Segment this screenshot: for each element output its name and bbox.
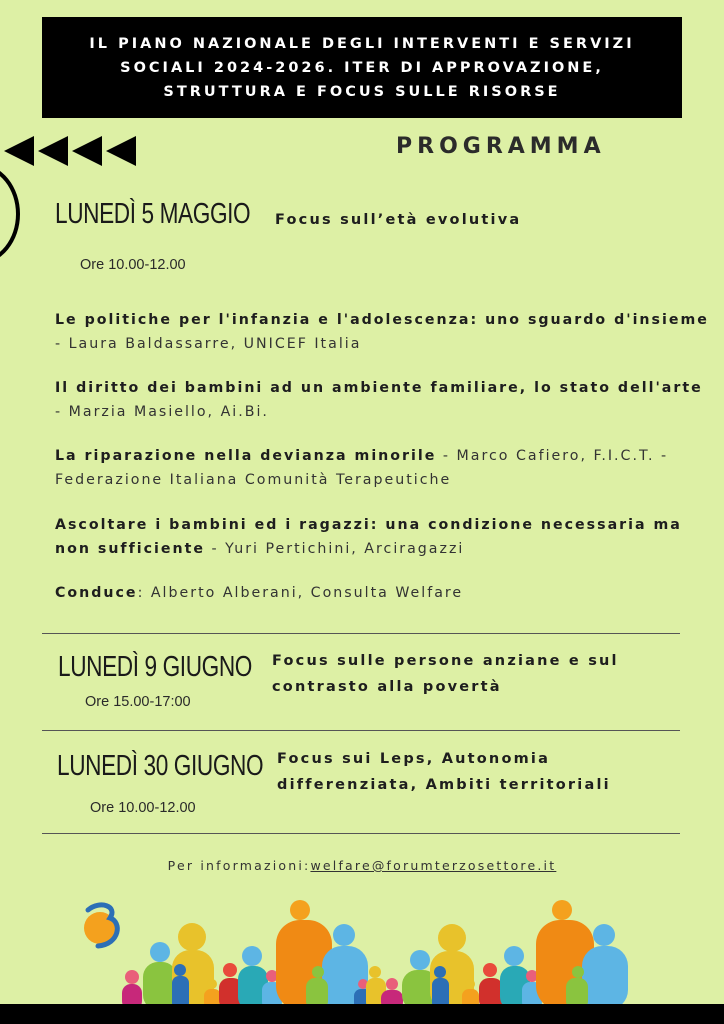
day1-date: LUNEDÌ 5 MAGGIO: [55, 198, 251, 230]
divider: [42, 633, 680, 634]
day3-hours: Ore 10.00-12.00: [90, 800, 196, 816]
talk-item: [55, 308, 715, 356]
day3-date: LUNEDÌ 30 GIUGNO: [57, 750, 264, 782]
talk-title: La riparazione nella devianza minorile: [55, 448, 437, 464]
decorative-circle: [0, 164, 20, 264]
people-illustration-icon: [0, 880, 724, 1010]
info-email-link[interactable]: welfare@forumterzosettore.it: [310, 858, 557, 873]
conduce-line: [55, 581, 715, 605]
talk-item: [55, 513, 715, 561]
talk-speaker: - Laura Baldassarre, UNICEF Italia: [55, 336, 362, 352]
footer-bar: [0, 1004, 724, 1024]
info-line: [0, 858, 724, 873]
header-banner: [42, 17, 682, 118]
day3-focus: Focus sui Leps, Autonomia differenziata, Ambiti territoriali: [277, 751, 611, 793]
talk-speaker: - Marco Cafiero, F.I.C.T. - Federazione Italiana Comunità Terapeutiche: [55, 448, 669, 488]
info-label: Per informazioni:: [167, 858, 311, 873]
conduce-value: : Alberto Alberani, Consulta Welfare: [137, 585, 464, 601]
talk-speaker: - Yuri Pertichini, Arciragazzi: [205, 541, 465, 557]
talk-title: Ascoltare i bambini ed i ragazzi: una condizione necessaria ma non sufficiente: [55, 517, 682, 557]
talk-speaker: - Marzia Masiello, Ai.Bi.: [55, 404, 269, 420]
day1-hours: Ore 10.00-12.00: [80, 257, 186, 273]
arrow-left-icon: [4, 134, 140, 168]
talk-title: Il diritto dei bambini ad un ambiente familiare, lo stato dell'arte: [55, 380, 703, 396]
day1-focus: Focus sull’età evolutiva: [275, 212, 522, 228]
talk-title: Le politiche per l'infanzia e l'adolescenza: uno sguardo d'insieme: [55, 312, 709, 328]
day2-date: LUNEDÌ 9 GIUGNO: [58, 651, 253, 683]
talk-item: [55, 376, 715, 424]
header-title: IL PIANO NAZIONALE DEGLI INTERVENTI E SERVIZI SOCIALI 2024-2026. ITER DI APPROVAZIONE, STRUTTURA E FOCUS SULLE RISORSE: [89, 35, 635, 100]
divider: [42, 833, 680, 834]
day2-focus: Focus sulle persone anziane e sul contrasto alla povertà: [272, 653, 619, 695]
divider: [42, 730, 680, 731]
day2-hours: Ore 15.00-17:00: [85, 694, 191, 710]
conduce-label: Conduce: [55, 585, 138, 601]
talk-item: [55, 444, 715, 492]
programma-heading: PROGRAMMA: [396, 134, 606, 159]
